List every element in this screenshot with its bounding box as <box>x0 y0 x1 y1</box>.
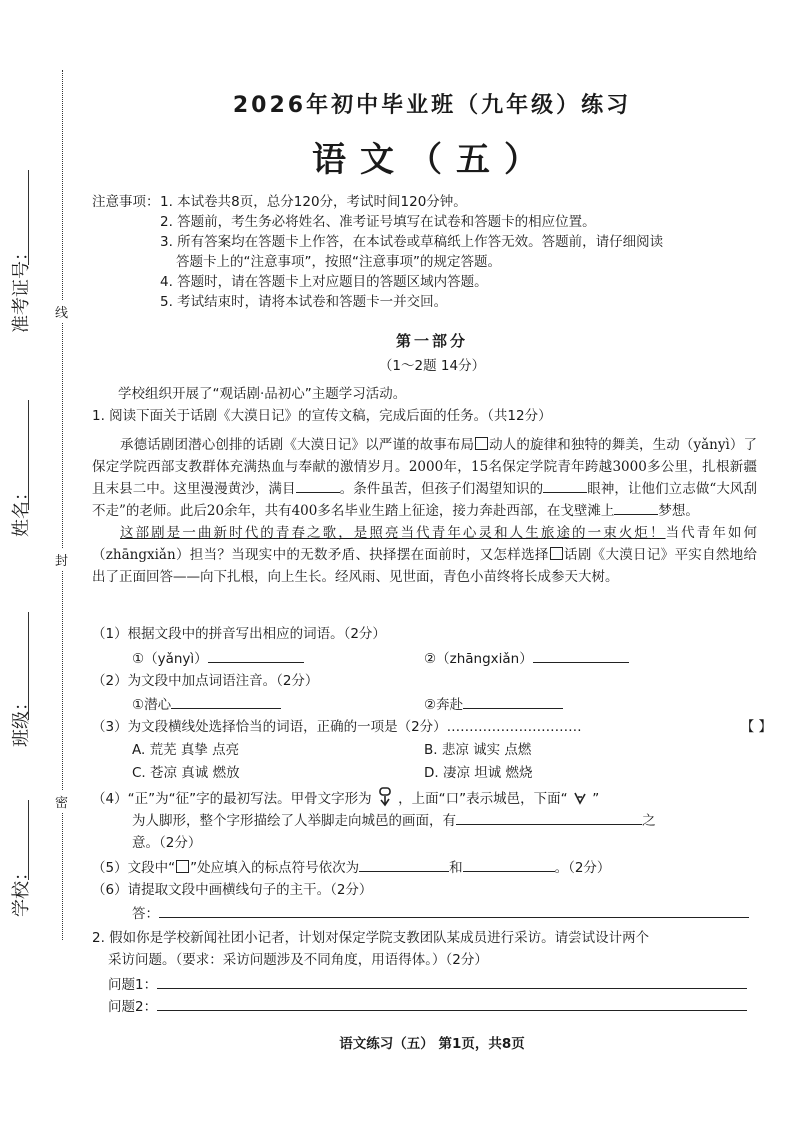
instructions <box>92 192 772 312</box>
q1-sub4-line2: 为人脚形，整个字形描绘了人举脚走向城邑的画面，有 之 <box>92 810 800 831</box>
option-d: D. 凄凉 坦诚 燃烧 <box>424 765 533 781</box>
q1-passage <box>92 434 757 588</box>
field-name: 姓名： <box>11 483 32 537</box>
q1-stem: 1. 阅读下面关于话剧《大漠日记》的宣传文稿，完成后面的任务。（共12分） <box>92 408 552 424</box>
class-line[interactable] <box>28 612 29 720</box>
q1-sub4-line3: 意。（2分） <box>132 835 202 851</box>
answer-line-punct-2[interactable] <box>463 857 555 872</box>
q1-sub2: （2）为文段中加点词语注音。（2分） <box>92 673 319 689</box>
option-a: A. 荒芜 真挚 点亮 <box>132 742 240 758</box>
underlined-sentence: 这部剧是一曲新时代的青春之歌，是照亮当代青年心灵和人生旅途的一束火炬！ <box>120 525 666 541</box>
q1-sub1: （1）根据文段中的拼音写出相应的词语。（2分） <box>92 626 386 642</box>
q1-sub6: （6）请提取文段中画横线句子的主干。（2分） <box>92 882 373 898</box>
field-class: 班级： <box>11 693 32 747</box>
q2-question-1: 问题1： <box>92 974 788 995</box>
fill-blank-3[interactable] <box>614 500 658 515</box>
q2-stem-1: 2. 假如你是学校新闻社团小记者，计划对保定学院支教团队某成员进行采访。请尝试设计两个 <box>92 930 650 946</box>
subject-title: 语文（五） <box>312 140 552 180</box>
answer-line-trunk[interactable] <box>159 903 749 918</box>
binding-margin <box>0 0 80 1132</box>
q1-sub2-answers: ①潜心 ②奔赴 <box>92 694 800 715</box>
passage-paragraph-2: 这部剧是一曲新时代的青春之歌，是照亮当代青年心灵和人生旅途的一束火炬！当代青年如何（zhāngxiǎn）担当？当现实中的无数矛盾、抉择摆在面前时，又怎样选择 话剧《大漠日记》平实自然地给出了正面回答——向下扎根，向上生长。经风雨、见世面，青色小苗终将长成参天大树。 <box>92 525 758 585</box>
answer-line-benfu[interactable] <box>463 694 563 709</box>
exam-title: 2026年初中毕业班（九年级）练习 <box>232 93 632 118</box>
field-ticket-number: 准考证号： <box>11 243 32 333</box>
instruction-item: 1. 本试卷共8页，总分120分，考试时间120分钟。 <box>160 194 467 210</box>
passage-paragraph-1: 承德话剧团潜心创排的话剧《大漠日记》以严谨的故事布局 动人的旋律和独特的舞美，生动（yǎnyì）了保定学院西部支教群体充满热血与奉献的激情岁月。2000年，15名保定学院青年跨越3000多公里，扎根新疆且末县二中。这里漫漫黄沙，满目 。条件虽苦，但孩子们渴望知识的 眼神，让他们立志做“大风刮不走”的老师。此后20余年，共有400多名毕业生踏上征途，接力奔赴西部，在戈壁滩上 梦想。 <box>92 437 758 519</box>
seal-char-xian: 线 <box>55 300 68 323</box>
fill-blank-1[interactable] <box>296 478 340 493</box>
punctuation-box <box>176 860 189 873</box>
part-title: 第一部分 <box>395 332 468 350</box>
option-c: C. 苍凉 真诚 燃放 <box>132 765 240 781</box>
instruction-item: 答题卡上的“注意事项”，按照“注意事项”的规定答题。 <box>176 254 501 270</box>
q1-sub5: （5）文段中“ ”处应填入的标点符号依次为 和 。（2分） <box>92 857 772 878</box>
school-line[interactable] <box>28 800 29 880</box>
answer-bracket[interactable]: 【 】 <box>740 719 772 735</box>
punctuation-box <box>550 547 563 560</box>
instructions-label: 注意事项： <box>92 194 160 210</box>
answer-line-question-2[interactable] <box>157 996 747 1011</box>
oracle-foot-glyph-icon <box>572 791 588 805</box>
q2-stem-2: 采访问题。（要求：采访问题涉及不同角度，用语得体。）（2分） <box>108 952 488 968</box>
option-b: B. 悲凉 诚实 点燃 <box>424 742 532 758</box>
part-range: （1～2题 14分） <box>378 358 486 374</box>
q1-sub3: （3）为文段横线处选择恰当的词语，正确的一项是（2分）………………………… 【 】 <box>92 719 772 735</box>
field-school: 学校： <box>11 863 32 917</box>
oracle-zheng-glyph-icon <box>376 787 394 807</box>
seal-char-feng: 封 <box>55 548 68 571</box>
q1-sub4: （4）“正”为“征”字的最初写法。甲骨文字形为 ，上面“口”表示城邑，下面“ ” <box>92 787 772 809</box>
page-footer: 语文练习（五） 第1页，共8页 <box>339 1036 525 1052</box>
q1-sub1-answers: ①（yǎnyì） ②（zhāngxiǎn） <box>92 648 800 669</box>
answer-line-zhangxian[interactable] <box>533 648 629 663</box>
answer-line-meaning[interactable] <box>456 810 642 825</box>
fill-blank-2[interactable] <box>543 478 587 493</box>
instruction-item: 5. 考试结束时，请将本试卷和答题卡一并交回。 <box>160 294 448 310</box>
instruction-item: 2. 答题前，考生务必将姓名、准考证号填写在试卷和答题卡的相应位置。 <box>160 214 596 230</box>
answer-line-qianxin[interactable] <box>171 694 281 709</box>
activity-intro: 学校组织开展了“观话剧·品初心”主题学习活动。 <box>118 386 407 402</box>
seal-char-mi: 密 <box>55 790 68 813</box>
instruction-item: 3. 所有答案均在答题卡上作答，在本试卷或草稿纸上作答无效。答题前，请仔细阅读 <box>160 234 664 250</box>
answer-line-question-1[interactable] <box>157 974 747 989</box>
answer-line-yanyi[interactable] <box>208 648 304 663</box>
ticket-number-line[interactable] <box>28 170 29 265</box>
name-line[interactable] <box>28 400 29 510</box>
answer-line-punct-1[interactable] <box>359 857 449 872</box>
instruction-item: 4. 答题时，请在答题卡上对应题目的答题区域内答题。 <box>160 274 488 290</box>
q1-sub6-answer: 答： <box>92 903 800 924</box>
punctuation-box <box>475 437 488 450</box>
q2-question-2: 问题2： <box>92 996 788 1017</box>
